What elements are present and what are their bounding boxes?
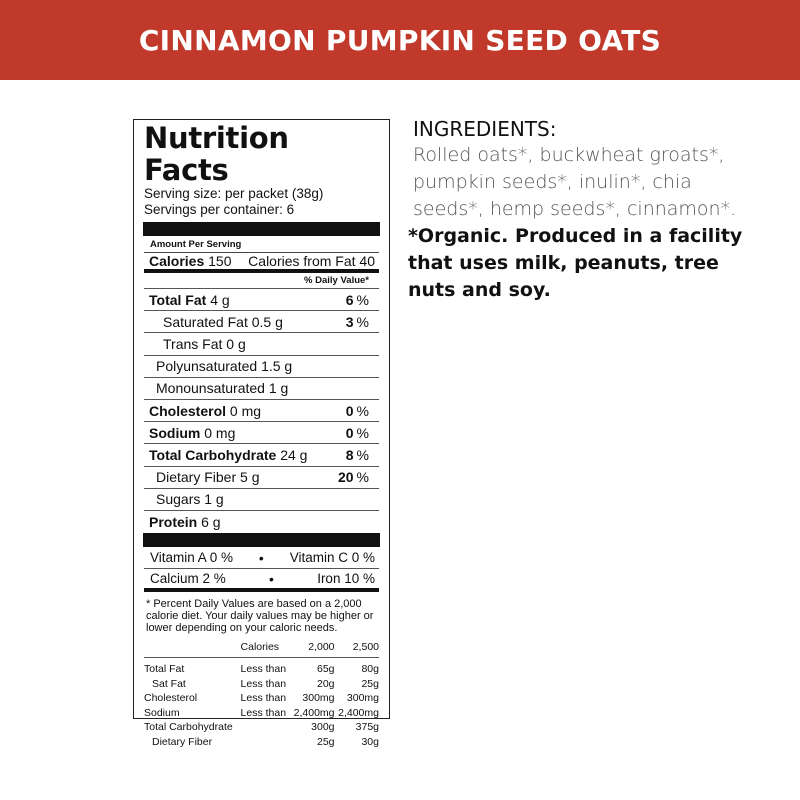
daily-value-table-cell [241,720,291,735]
daily-value-table-row [144,640,379,658]
nutrient-label: Protein [149,513,198,530]
nutrient-amount: 1 g [204,491,224,508]
daily-value-footnote: * Percent Daily Values are based on a 2,000 calorie diet. Your daily values may be higher or lower depending on your caloric needs. [146,597,374,634]
daily-value-table-cell: 65g [316,663,335,676]
nutrient-row [144,311,379,333]
nutrient-row [144,400,379,422]
daily-value-number: 8 [345,446,354,463]
nutrient-amount: 0 g [226,335,246,352]
nutrient-row [144,444,379,466]
daily-value-table-cell: Sodium [144,706,180,719]
calories-row [144,253,379,273]
daily-value-table-cell [144,640,241,658]
product-title: CINNAMON PUMPKIN SEED OATS [138,23,662,57]
nutrient-label: Sodium [149,424,201,441]
vitamin-row [144,547,379,569]
nutrient-daily-value [346,292,369,308]
nutrient-amount: 1 g [268,380,289,397]
amount-per-serving: Amount Per Serving [144,236,379,253]
daily-value-header: % Daily Value* [144,273,379,289]
nutrient-daily-value [366,358,369,374]
daily-value-unit: % [356,446,369,463]
vitamin-right: Iron 10 % [317,571,375,587]
vitamin-row [144,569,379,591]
daily-value-table-cell [241,735,291,750]
calories-label: Calories [149,253,205,269]
daily-value-table-cell: 25g [361,677,379,690]
nutrient-amount: 4 g [210,291,230,308]
nutrition-facts-title: Nutrition Facts [144,121,289,187]
nutrient-label: Monounsaturated [156,380,265,397]
daily-value-number: 20 [337,469,354,486]
nutrient-label: Trans Fat [163,335,223,352]
daily-value-table-cell: Dietary Fiber [152,735,213,748]
allergen-note: *Organic. Produced in a facility that uses milk, peanuts, tree nuts and soy. [408,225,743,301]
nutrient-amount: 24 g [280,446,308,463]
nutrient-daily-value [366,514,369,530]
daily-value-table-row [144,735,379,750]
nutrient-daily-value [338,469,369,485]
daily-value-table-row [144,691,379,706]
nutrient-label: Sugars [156,491,201,508]
daily-value-table-cell: Less than [240,677,287,690]
nutrient-label: Total Fat [149,291,207,308]
nutrient-label: Total Carbohydrate [149,446,277,463]
daily-value-table-cell: 2,400mg [338,706,379,719]
daily-value-number: 6 [345,291,354,308]
nutrient-row [144,511,379,533]
nutrient-row [144,378,379,400]
nutrient-daily-value [366,491,369,507]
daily-value-number: 3 [345,313,354,330]
daily-value-table-cell: 375g [355,721,379,734]
nutrient-daily-value [346,447,369,463]
nutrient-amount: 0 mg [204,424,236,441]
daily-value-table-cell: Cholesterol [144,692,198,705]
nutrient-daily-value [346,425,369,441]
daily-value-table-cell: 30g [361,735,379,748]
nutrient-label: Cholesterol [149,402,227,419]
nutrient-label: Saturated Fat [163,313,248,330]
daily-value-table-cell: 300mg [346,692,379,705]
nutrient-amount: 1.5 g [261,358,293,375]
nutrient-row [144,489,379,511]
daily-value-table-row [144,706,379,721]
daily-value-table-cell: 80g [361,663,379,676]
daily-value-table-cell: Less than [240,692,287,705]
daily-value-unit: % [356,291,369,308]
vitamin-left: Calcium 2 % [150,571,226,587]
nutrient-amount: 6 g [201,513,221,530]
vitamin-right: Vitamin C 0 % [289,550,375,566]
daily-value-table-row [144,658,379,677]
vitamin-left: Vitamin A 0 % [150,550,234,566]
servings-per-container: Servings per container: 6 [144,202,295,217]
daily-value-unit: % [356,402,369,419]
daily-value-table-cell: Sat Fat [152,677,186,690]
daily-value-table-cell: 2,000 [290,640,334,658]
daily-value-table-cell: 25g [316,735,335,748]
daily-value-table-cell: Less than [240,663,287,676]
daily-value-table-cell: 300g [311,721,335,734]
title-banner [0,0,800,80]
daily-value-table-cell: Total Fat [144,663,185,676]
daily-value-table-cell: Calories [241,640,291,658]
serving-size: Serving size: per packet (38g) [144,186,324,201]
nutrition-facts-panel [133,119,390,748]
daily-value-table-cell: 20g [316,677,335,690]
nutrient-label: Polyunsaturated [156,358,258,375]
daily-value-table-cell: 2,400mg [293,706,335,719]
calories-from-fat: Calories from Fat 40 [248,253,375,269]
ingredients-text: Rolled oats*, buckwheat groats*, pumpkin seeds*, inulin*, chia seeds*, hemp seeds*, cinnamon*. [413,144,737,220]
daily-value-table-cell: Less than [240,706,287,719]
daily-value-unit: % [356,469,369,486]
daily-value-table [144,640,379,750]
daily-value-table-cell: 2,500 [335,640,379,658]
daily-value-number: 0 [345,402,354,419]
thick-divider [143,222,380,236]
nutrient-row [144,333,379,355]
nutrient-daily-value [366,380,369,396]
ingredients-heading: INGREDIENTS: [413,117,557,141]
nutrient-row [144,289,379,311]
nutrient-amount: 5 g [240,469,260,486]
daily-value-table-cell: 300mg [302,692,335,705]
nutrient-row [144,422,379,444]
daily-value-table-cell: Total Carbohydrate [144,721,233,734]
thick-divider-2 [143,533,380,547]
nutrient-amount: 0 mg [229,402,262,419]
vitamin-dot: • [269,570,274,587]
daily-value-table-row [144,677,379,692]
daily-value-unit: % [356,313,369,330]
vitamin-dot: • [258,549,264,566]
nutrient-row [144,467,379,489]
nutrient-daily-value [366,336,369,352]
daily-value-table-row [144,720,379,735]
calories-value: 150 [208,253,232,269]
nutrient-label: Dietary Fiber [156,469,237,486]
daily-value-number: 0 [345,424,354,441]
nutrient-row [144,356,379,378]
ingredients-block [408,116,768,304]
nutrient-daily-value [346,403,369,419]
nutrient-daily-value [346,314,369,330]
daily-value-unit: % [356,424,369,441]
nutrient-amount: 0.5 g [251,313,283,330]
